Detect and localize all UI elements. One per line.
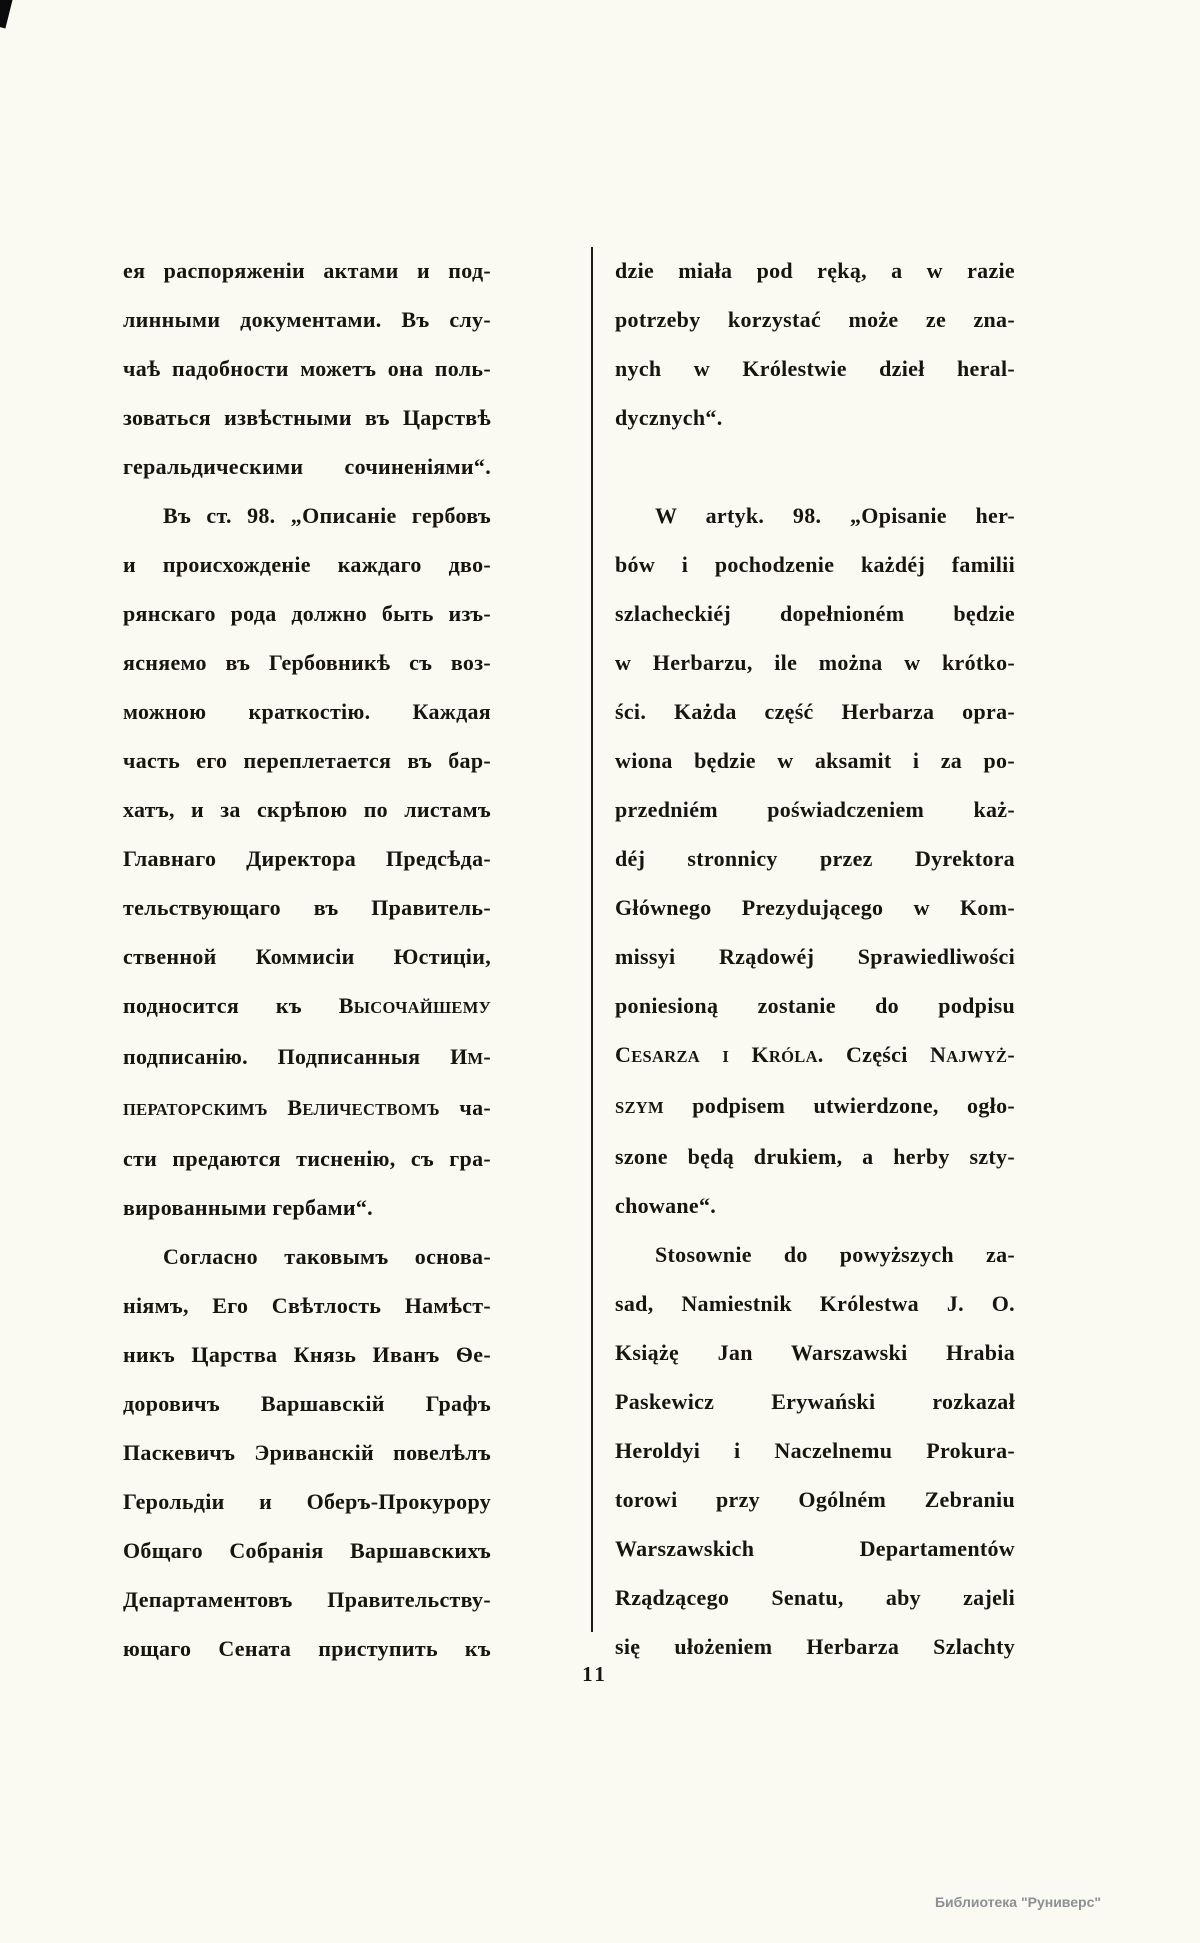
text-line: Stosownie do powyższych za- — [655, 1242, 1015, 1267]
text-line: dycznych“. — [615, 405, 723, 430]
paragraph — [615, 491, 1015, 1230]
text-line: сти предаются тисненію, съ гра- — [123, 1146, 491, 1171]
text-line: nych w Królestwie dzieł heral- — [615, 356, 1015, 381]
text-line: potrzeby korzystać może ze zna- — [615, 307, 1015, 332]
paragraph — [615, 1230, 1015, 1671]
right-column — [615, 246, 1015, 1671]
text-line: тельствующаго въ Правитель- — [123, 895, 491, 920]
paragraph — [123, 1232, 491, 1673]
text-line: ніямъ, Его Свѣтлость Намѣст- — [123, 1293, 491, 1318]
text-line: Въ ст. 98. „Описаніе гербовъ — [163, 503, 491, 528]
text-line: подписанію. Подписанныя ИМ- — [123, 1044, 491, 1069]
paragraph — [123, 491, 491, 1232]
left-column — [123, 246, 491, 1673]
text-line: przedniém poświadczeniem każ- — [615, 797, 1015, 822]
text-line: Департаментовъ Правительству- — [123, 1587, 491, 1612]
text-line: линными документами. Въ слу- — [123, 307, 491, 332]
text-line: и происхожденіе каждаго дво- — [123, 552, 491, 577]
text-line: bów i pochodzenie każdéj familii — [615, 552, 1015, 577]
text-line: déj stronnicy przez Dyrektora — [615, 846, 1015, 871]
text-line: вированными гербами“. — [123, 1195, 373, 1220]
text-line: ясняемо въ Гербовникѣ съ воз- — [123, 650, 491, 675]
text-line: w Herbarzu, ile można w krótko- — [615, 650, 1015, 675]
text-line: Książę Jan Warszawski Hrabia — [615, 1340, 1015, 1365]
column-divider-rule — [591, 247, 593, 1632]
text-line: Герольдіи и Оберъ-Прокурору — [123, 1489, 491, 1514]
text-line: Heroldyi i Naczelnemu Prokura- — [615, 1438, 1015, 1463]
text-line: ПЕРАТОРСКИМЪ ВЕЛИЧЕСТВОМЪ ча- — [123, 1095, 491, 1120]
text-line: Главнаго Директора Предсѣда- — [123, 846, 491, 871]
text-line: Согласно таковымъ основа- — [163, 1244, 491, 1269]
text-line: геральдическими сочиненіями“. — [123, 454, 491, 479]
text-line: никъ Царства Князь Иванъ Ѳе- — [123, 1342, 491, 1367]
text-line: CESARZA I KRÓLA. Części NAJWYŻ- — [615, 1042, 1015, 1067]
text-line: доровичъ Варшавскій Графъ — [123, 1391, 491, 1416]
text-line: Warszawskich Departamentów — [615, 1536, 1015, 1561]
text-line: dzie miała pod ręką, a w razie — [615, 258, 1015, 283]
text-line: часть его переплетается въ бар- — [123, 748, 491, 773]
text-line: Głównego Prezydującego w Kom- — [615, 895, 1015, 920]
text-line: можною краткостію. Каждая — [123, 699, 491, 724]
text-line: хатъ, и за скрѣпою по листамъ — [123, 797, 491, 822]
paragraph — [123, 246, 491, 491]
text-line: missyi Rządowéj Sprawiedliwości — [615, 944, 1015, 969]
library-watermark: Библиотека "Руниверс" — [934, 1894, 1101, 1910]
text-line: ея распоряженіи актами и под- — [123, 258, 491, 283]
text-line: poniesioną zostanie do podpisu — [615, 993, 1015, 1018]
text-line: рянскаго рода должно быть изъ- — [123, 601, 491, 626]
text-line: torowi przy Ogólném Zebraniu — [615, 1487, 1015, 1512]
scan-corner-artifact — [0, 0, 14, 29]
text-line: Общаго Собранія Варшавскихъ — [123, 1538, 491, 1563]
text-line: chowane“. — [615, 1193, 717, 1218]
text-line: szone będą drukiem, a herby szty- — [615, 1144, 1015, 1169]
text-line: wiona będzie w aksamit i za po- — [615, 748, 1015, 773]
text-line: чаѣ падобности можетъ она поль- — [123, 356, 491, 381]
text-line: Paskewicz Erywański rozkazał — [615, 1389, 1015, 1414]
text-line: W artyk. 98. „Opisanie her- — [655, 503, 1015, 528]
text-line: ющаго Сената приступить къ — [123, 1636, 491, 1661]
text-line: Rządzącego Senatu, aby zajeli — [615, 1585, 1015, 1610]
text-line: szlacheckiéj dopełnioném będzie — [615, 601, 1015, 626]
text-line: SZYM podpisem utwierdzone, ogło- — [615, 1093, 1015, 1118]
text-line: подносится къ ВЫСОЧАЙШЕМУ — [123, 993, 491, 1018]
text-line: się ułożeniem Herbarza Szlachty — [615, 1634, 1015, 1659]
paragraph — [615, 246, 1015, 442]
text-line: зоваться извѣстными въ Царствѣ — [123, 405, 491, 430]
text-line: ści. Każda część Herbarza opra- — [615, 699, 1015, 724]
text-line: Паскевичъ Эриванскій повелѣлъ — [123, 1440, 491, 1465]
text-line: ственной Коммисіи Юстиціи, — [123, 944, 491, 969]
text-line: sad, Namiestnik Królestwa J. O. — [615, 1291, 1015, 1316]
page-number: 11 — [582, 1662, 608, 1686]
